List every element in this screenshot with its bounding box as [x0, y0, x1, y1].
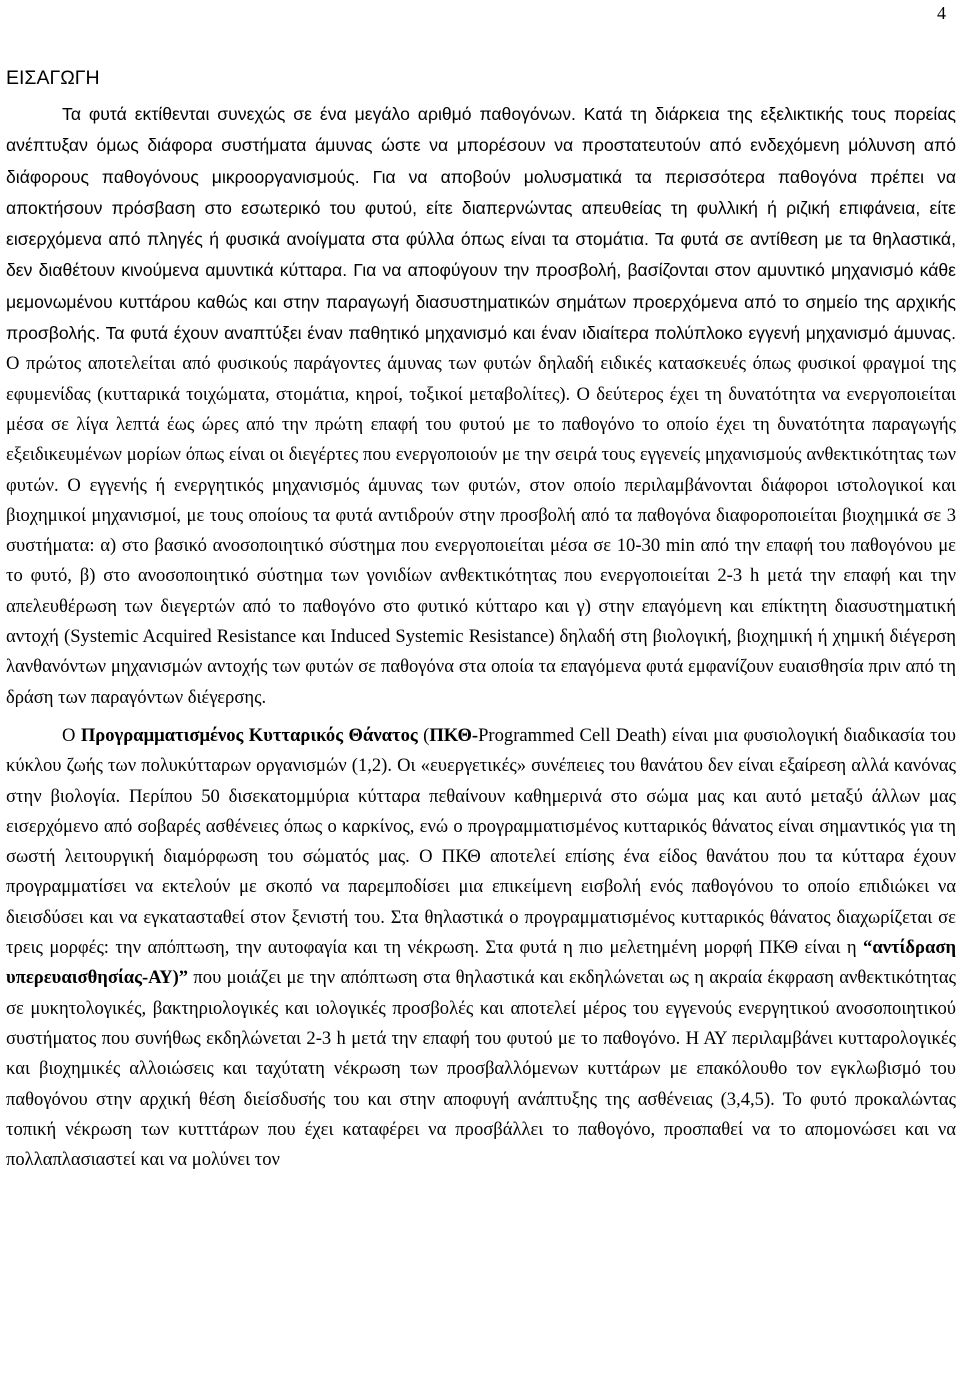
section-heading: ΕΙΣΑΓΩΓΗ	[6, 67, 100, 89]
bold-term: Προγραμματισμένος Κυτταρικός Θάνατος	[80, 724, 418, 746]
document-body	[6, 64, 956, 1175]
text-segment: Ο πρώτος αποτελείται από φυσικούς παράγοντες άμυνας των φυτών δηλαδή ειδικές κατασκευές όπως φυσικοί φραγμοί της εφυμενίδας (κυτταρικά τοιχώματα, στομάτια, κηροί, τοξικοί μεταβολίτες). Ο δεύτερος έχει τη δυνατότητα να ενεργοποιείται μέσα σε λίγα λεπτά έως ώρες από την πρώτη επαφή του φυτού με το παθογόνο το οποίο έχει τη δυνατότητα παραγωγής εξειδικευμένων μορίων όπως είναι οι διεγέρτες που ενεργοποιούν με την σειρά τους εγγενείς μηχανισμούς ανθεκτικότητας των φυτών. Ο εγγενής ή ενεργητικός μηχανισμός άμυνας των φυτών, στον οποίο περιλαμβάνονται διάφοροι ιστολογικοί και βιοχημικοί μηχανισμοί, με τους οποίους τα φυτά αντιδρούν στην προσβολή από τα παθογόνα διαφοροποιείται βιοχημικά σε 3 συστήματα: α) στο βασικό ανοσοποιητικό σύστημα που ενεργοποιείται μέσα σε 10-30 min από την επαφή του παθογόνου με το φυτό, β) στο ανοσοποιητικό σύστημα των γονιδίων ανθεκτικότητας που ενεργοποιείται 2-3 h μετά την επαφή και την απελευθέρωση των διεγερτών από το παθογόνο στο φυτικό κύτταρο και γ) στην επαγόμενη και επίκτητη διασυστηματική αντοχή (Systemic Acquired Resistance και Induced Systemic Resistance) δηλαδή στη βιολογική, βιοχημική ή χημική διέγερση λανθανόντων μηχανισμών αντοχής των φυτών σε παθογόνα στα οποία τα επαγόμενα φυτά εμφανίζουν ευαισθησία πριν από τη δράση των παραγόντων διέγερσης.	[6, 353, 956, 708]
text-segment: Τα φυτά εκτίθενται συνεχώς σε ένα μεγάλο αριθμό παθογόνων. Κατά τη διάρκεια της εξελικτικής τους πορείας ανέπτυξαν όμως διάφορα συστήματα άμυνας ώστε να μπορέσουν να προστατευτούν από ενδεχόμενη μόλυνση από διάφορους παθογόνους μικροοργανισμούς. Για να αποβούν μολυσματικά τα περισσότερα παθογόνα πρέπει να αποκτήσουν πρόσβαση στο εσωτερικό του φυτού, είτε διαπερνώντας απευθείας τη φυλλική ή ριζική επιφάνεια, είτε εισερχόμενα από πληγές ή φυσικά ανοίγματα στα φύλλα όπως είναι τα στομάτια. Τα φυτά σε αντίθεση με τα θηλαστικά, δεν διαθέτουν κινούμενα αμυντικά κύτταρα. Για να αποφύγουν την	[6, 104, 956, 281]
paragraph-introduction	[6, 99, 956, 713]
text-segment: Ο	[62, 724, 81, 746]
text-segment: (	[417, 724, 430, 746]
text-segment: Programmed Cell Death) είναι μια φυσιολογική διαδικασία του κύκλου ζωής των πολυκύτταρων οργανισμών (1,2). Οι «ευεργετικές» συνέπειες του θανάτου δεν είναι εξαίρεση αλλά κανόνας στην βιολογία. Περίπου 50 δισεκατομμύρια κύτταρα πεθαίνουν καθημερινά στο σώμα μας και αυτό μεταξύ άλλων μας εισερχόμενο από σοβαρές ασθένειες όπως ο καρκίνος, ενώ ο προγραμματισμένος κυτταρικός θάνατος είναι σημαντικός για τη σωστή λειτουργική διαμόρφωση του σώματός μας. Ο ΠΚΘ αποτελεί επίσης ένα είδος θανάτου που τα κύτταρα έχουν προγραμματίσει να εκτελούν με σκοπό να παρεμποδίσει μια επικείμενη εισβολή ενός παθογόνου το οποίο επιδιώκει να διεισδύσει και να εγκατασταθεί στον ξενιστή του. Στα θηλαστικά ο προγραμματισμένος κυτταρικός θάνατος διαχωρίζεται σε τρεις μορφές: την απόπτωση, την αυτοφαγία και τη νέκρωση. Στα φυτά η πιο μελετημένη μορφή ΠΚΘ είναι η	[6, 724, 957, 959]
text-segment: που μοιάζει με την απόπτωση στα θηλαστικά και εκδηλώνεται ως η ακραία έκφραση ανθεκτικότητας σε μυκητολογικές, βακτηριολογικές και ιολογικές προσβολές και αποτελεί μέρος του εγγενούς ενεργητικού ανοσοποιητικού συστήματος που συνήθως εκδηλώνεται 2-3 h μετά την επαφή του φυτού με το παθογόνο. Η ΑΥ περιλαμβάνει κυτταρολογικές και βιοχημικές αλλοιώσεις και ταχύτατη νέκρωση των προσβαλλόμενων κυττάρων με επακόλουθο τον εγκλωβισμό του παθογόνου στην αρχική θέση διείσδυσής του και στην αποφυγή ανάπτυξης της ασθένειας (3,4,5). Το φυτό προκαλώντας τοπική νέκρωση των κυτττάρων που έχει καταφέρει να προσβάλλει το παθογόνο, προσπαθεί να το απομονώσει και να πολλαπλασιαστεί και να μολύνει τον	[6, 967, 956, 1171]
paragraph-pcd	[6, 721, 956, 1175]
page-number: 4	[937, 3, 946, 23]
bold-term: “αντίδραση υπερευαισθησίας-ΑΥ)”	[6, 937, 956, 989]
bold-term: ΠΚΘ-	[429, 724, 479, 746]
text-segment: προσβολή, βασίζονται στον αμυντικό μηχανισμό κάθε μεμονωμένου κυττάρου καθώς και στην παραγωγή διασυστηματικών σημάτων προερχόμενα από το σημείο της αρχικής προσβολής. Τα φυτά έχουν αναπτύξει έναν παθητικό μηχανισμό και έναν ιδιαίτερα πολύπλοκο εγγενή μηχανισμό άμυνας.	[6, 260, 956, 344]
